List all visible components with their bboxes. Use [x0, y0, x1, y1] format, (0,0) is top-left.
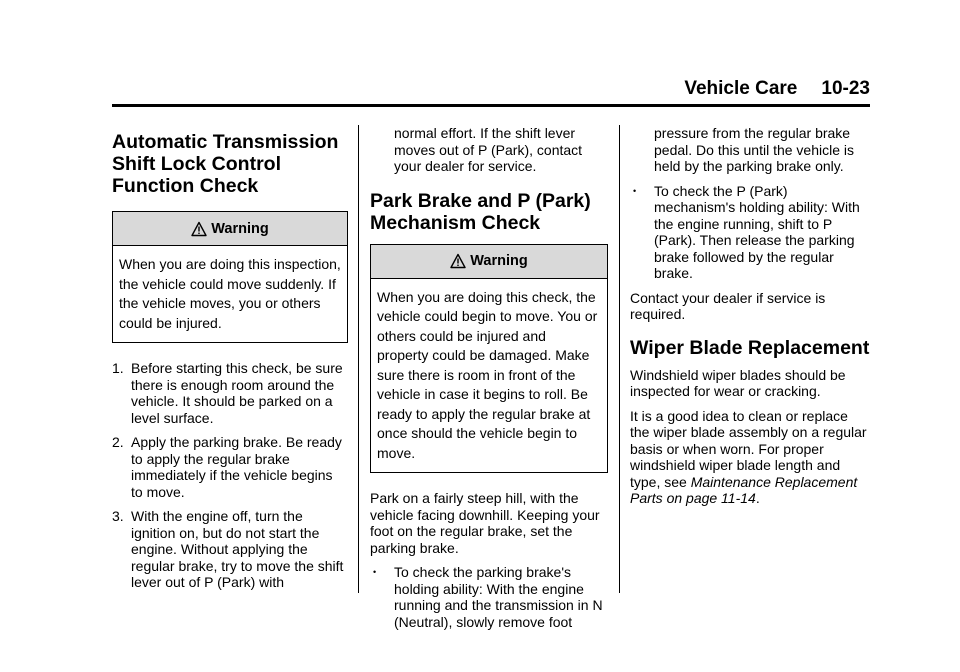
steps-list — [112, 360, 348, 591]
warning-header — [371, 245, 607, 279]
warning-text: When you are doing this inspection, the vehicle could move suddenly. If the vehicle moves, you or others could be injured. — [119, 256, 341, 331]
column-1 — [112, 125, 348, 591]
column-divider-2 — [619, 125, 620, 593]
warning-label: Warning — [211, 220, 269, 237]
page-number: 10-23 — [821, 78, 870, 99]
column-3 — [630, 125, 870, 507]
wiper-paragraph-2: It is a good idea to clean or replace the wiper blade assembly on a regular basis or when worn. For proper windshield wiper blade length and type, see Maintenance Replacement Parts on page 11-14. — [630, 407, 867, 506]
maintenance-parts-link[interactable]: Maintenance Replacement Parts on page 11-14 — [630, 473, 858, 506]
column-2 — [370, 125, 608, 630]
bullet-icon: • — [633, 185, 637, 196]
section-title: Vehicle Care — [684, 78, 798, 99]
list-item: 2. Apply the parking brake. Be ready to apply the regular brake immediately if the vehicle begins to move. — [112, 434, 342, 500]
wiper-paragraph-1: Windshield wiper blades should be inspected for wear or cracking. — [630, 366, 846, 399]
warning-icon — [450, 253, 466, 269]
list-item: • To check the parking brake's holding ability: With the engine running and the transmission in N (Neutral), slowly remove foot — [373, 564, 603, 630]
bullet-icon: • — [373, 567, 377, 577]
column-divider-1 — [358, 125, 359, 593]
warning-header — [113, 212, 347, 246]
warning-icon — [191, 221, 207, 237]
warning-box-1 — [112, 211, 348, 343]
park-brake-heading: Park Brake and P (Park) Mechanism Check — [370, 189, 591, 234]
warning-label: Warning — [470, 253, 528, 269]
wiper-heading: Wiper Blade Replacement — [630, 336, 870, 359]
list-item: 1. Before starting this check, be sure there is enough room around the vehicle. It should be parked on a level surface. — [112, 360, 343, 426]
bullet-continuation: pressure from the regular brake pedal. Do this until the vehicle is held by the parking brake only. — [654, 125, 854, 174]
step-continuation: normal effort. If the shift lever moves out of P (Park), contact your dealer for service. — [394, 125, 583, 174]
list-item: • To check the P (Park) mechanism's holding ability: With the engine running, shift to P (Park). Then release the parking brake followed by the regular brake. — [633, 182, 860, 281]
warning-box-2 — [370, 244, 608, 474]
shift-lock-heading: Automatic Transmission Shift Lock Control Function Check — [112, 131, 339, 197]
warning-text: When you are doing this check, the vehicle could begin to move. You or others could be injured and property could be damaged. Make sure there is room in front of the vehicle in case it begins to roll. Be ready to apply the regular brake at once should the vehicle begin to move. — [377, 288, 598, 461]
page-header — [112, 78, 870, 107]
list-item: 3. With the engine off, turn the ignition on, but do not start the engine. Without applying the regular brake, try to move the shift lever out of P (Park) with — [112, 508, 344, 590]
contact-dealer-text: Contact your dealer if service is required. — [630, 289, 826, 322]
park-paragraph: Park on a fairly steep hill, with the vehicle facing downhill. Keeping your foot on the regular brake, set the parking brake. — [370, 490, 600, 556]
